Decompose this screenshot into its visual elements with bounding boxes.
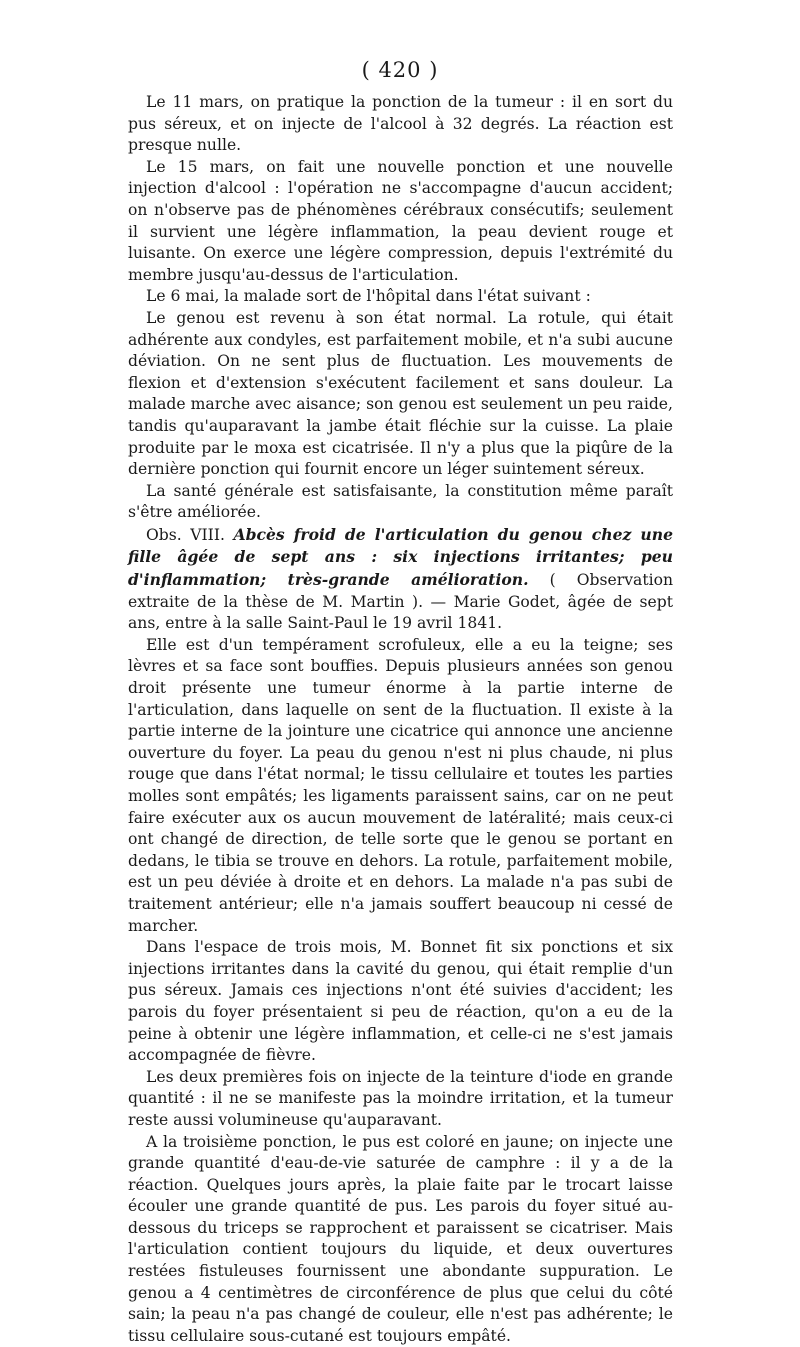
observation-suffix: ( Observation extraite de la thèse de M. Martin ). — Marie Godet, âgée de sept ans, entre à la salle Saint-Paul le 19 avril 1841. <box>128 571 673 632</box>
observation-title: Abcès froid de l'articulation du genou chez une fille âgée de sept ans : six injections irritantes; peu d'inflammation; très-grande amélioration. <box>128 525 673 589</box>
observation-heading <box>128 524 673 635</box>
paragraph-11-mars: Le 11 mars, on pratique la ponction de la tumeur : il en sort du pus séreux, et on injecte de l'alcool à 32 degrés. La réaction est presque nulle. <box>128 92 673 157</box>
observation-prefix: Obs. VIII. <box>146 526 234 544</box>
paragraph-genou-normal: Le genou est revenu à son état normal. La rotule, qui était adhérente aux condyles, est parfaitement mobile, et n'a subi aucune déviation. On ne sent plus de fluctuation. Les mouvements de flexion et d'extension s'exécutent facilement et sans douleur. La malade marche avec aisance; son genou est seulement un peu raide, tandis qu'auparavant la jambe était fléchie sur la cuisse. La plaie produite par le moxa est cicatrisée. Il n'y a plus que la piqûre de la dernière ponction qui fournit encore un léger suintement séreux. <box>128 308 673 481</box>
paragraph-troisieme-ponction: A la troisième ponction, le pus est coloré en jaune; on injecte une grande quantité d'eau-de-vie saturée de camphre : il y a de la réaction. Quelques jours après, la plaie faite par le trocart laisse écouler une grande quantité de pus. Les parois du foyer situé au-dessous du triceps se rapprochent et paraissent se cicatriser. Mais l'articulation contient toujours du liquide, et deux ouvertures restées fistuleuses fournissent une abondante suppuration. Le genou a 4 centimètres de circonférence de plus que celui du côté sain; la peau n'a pas changé de couleur, elle n'est pas adhérente; le tissu cellulaire sous-cutané est toujours empâté. <box>128 1132 673 1347</box>
paragraph-6-mai: Le 6 mai, la malade sort de l'hôpital dans l'état suivant : <box>128 286 673 308</box>
page-number: ( 420 ) <box>0 58 800 82</box>
paragraph-15-mars: Le 15 mars, on fait une nouvelle ponction et une nouvelle injection d'alcool : l'opération ne s'accompagne d'aucun accident; on n'observe pas de phénomènes cérébraux consécutifs; seulement il survient une légère inflammation, la peau devient rouge et luisante. On exerce une légère compression, depuis l'extrémité du membre jusqu'au-dessus de l'articulation. <box>128 157 673 287</box>
paragraph-teinture-iode: Les deux premières fois on injecte de la teinture d'iode en grande quantité : il ne se manifeste pas la moindre irritation, et la tumeur reste aussi volumineuse qu'auparavant. <box>128 1067 673 1132</box>
paragraph-sante-generale: La santé générale est satisfaisante, la constitution même paraît s'être améliorée. <box>128 481 673 524</box>
paragraph-temperament: Elle est d'un tempérament scrofuleux, elle a eu la teigne; ses lèvres et sa face sont bouffies. Depuis plusieurs années son genou droit présente une tumeur énorme à la partie interne de l'articulation, dans laquelle on sent de la fluctuation. Il existe à la partie interne de la jointure une cicatrice qui annonce une ancienne ouverture du foyer. La peau du genou n'est ni plus chaude, ni plus rouge que dans l'état normal; le tissu cellulaire et toutes les parties molles sont empâtés; les ligaments paraissent sains, car on ne peut faire exécuter aux os aucun mouvement de latéralité; mais ceux-ci ont changé de direction, de telle sorte que le genou se portant en dedans, le tibia se trouve en dehors. La rotule, parfaitement mobile, est un peu déviée à droite et en dehors. La malade n'a pas subi de traitement antérieur; elle n'a jamais souffert beaucoup ni cessé de marcher. <box>128 635 673 937</box>
body-text <box>128 92 673 1347</box>
paragraph-ponctions: Dans l'espace de trois mois, M. Bonnet fit six ponctions et six injections irritantes dans la cavité du genou, qui était remplie d'un pus séreux. Jamais ces injections n'ont été suivies d'accident; les parois du foyer présentaient si peu de réaction, qu'on a eu de la peine à obtenir une légère inflammation, et celle-ci ne s'est jamais accompagnée de fièvre. <box>128 937 673 1067</box>
